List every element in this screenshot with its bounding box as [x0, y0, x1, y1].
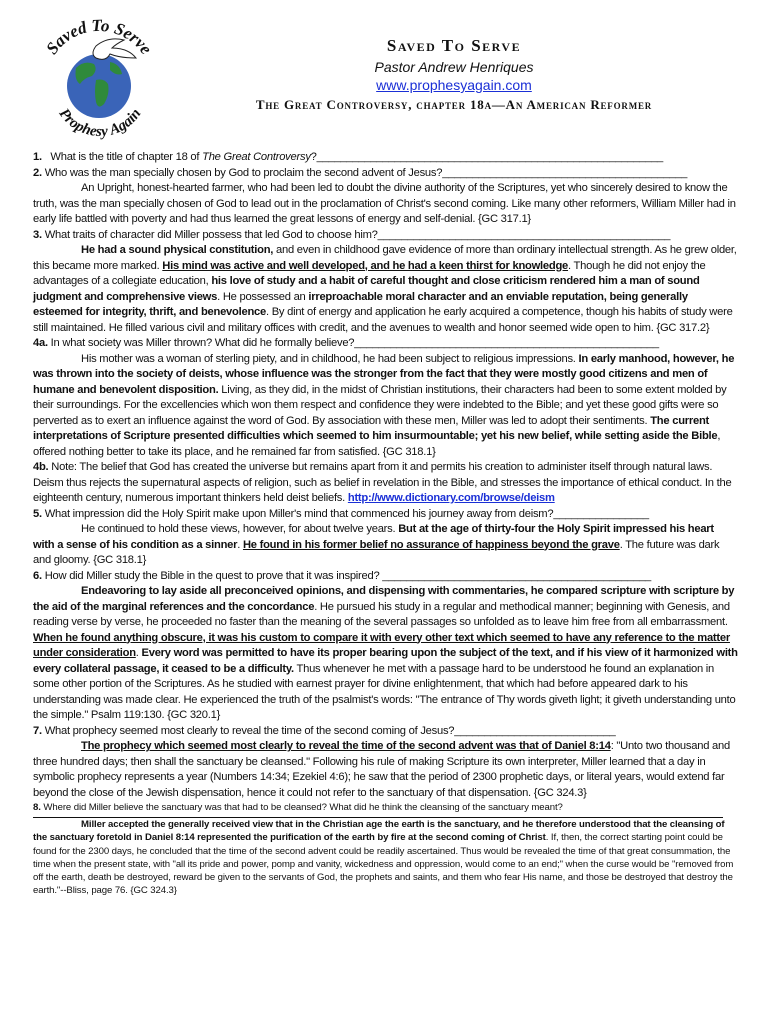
- question-number: 6.: [33, 569, 42, 582]
- question-text: Where did Miller believe the sanctuary was that had to be cleansed? What did he think the cleansing of the sanctuary meant?: [43, 802, 563, 813]
- answer-6: [33, 584, 738, 724]
- answer-text: Living, as they did, in the midst of Christian institutions, their characters had been to some extent molded by their surroundings. For the excellencies which won them respect and confidence they were indebted to the Bible; and yet these good gifts were so perverted as to exert an influence against the word of God. By association with these men, Miller was led to adopt their sentiments.: [33, 383, 727, 427]
- question-tail: ?: [310, 151, 317, 163]
- answer-2: An Upright, honest-hearted farmer, who had been led to doubt the divine authority of the Scriptures, yet who sincerely desired to know the truth, was the man specially chosen of God to lead out in the proclamation of Christ's second coming. Like many other reformers, William Miller had in early life battled with poverty and had thus learned the great lessons of energy and self-denial. {GC 317.1}: [33, 182, 736, 225]
- question-text: What impression did the Holy Spirit make upon Miller's mind that commenced his journey away from deism?: [44, 507, 554, 520]
- answer-4a: [33, 352, 738, 461]
- website-link[interactable]: www.prophesyagain.com: [376, 77, 532, 93]
- answer-emphasis: The current interpretations of Scripture presented difficulties which seemed to him insurmountable; yet his new belief, while setting aside the Bible: [33, 414, 718, 442]
- logo-text-top: Saved To Serve: [42, 18, 156, 58]
- answer-emphasis: In early manhood, however, he was thrown into the society of deists, whose influence was the stronger from the fact that they were mostly good citizens and men of humane and benevolent disposition.: [33, 352, 735, 396]
- question-number: 3.: [33, 228, 42, 241]
- question-2: 2. Who was the man specially chosen by God to proclaim the second advent of Jesus?_________________________________________: [33, 166, 688, 179]
- document-header: [170, 36, 738, 114]
- answer-text: , offered nothing better to take its place, and he remained far from satisfied. {GC 318.1}: [33, 430, 721, 458]
- question-8: [33, 801, 738, 814]
- question-1: 1. What is the title of chapter 18 of The Great Controversy?__________________________________________________________: [33, 151, 664, 163]
- question-6: 6. How did Miller study the Bible in the quest to prove that it was inspired? _____________________________________________: [33, 569, 652, 582]
- study-guide-content: [33, 150, 738, 897]
- answer-emphasis: His mind was active and well developed, and he had a keen thirst for knowledge: [162, 259, 569, 272]
- answer-text: . The future was dark and gloomy. {GC 318.1}: [33, 538, 720, 566]
- question-text: What is the title of chapter 18 of: [50, 151, 203, 163]
- question-4a: 4a. In what society was Miller thrown? What did he formally believe?___________________________________________________: [33, 337, 659, 349]
- answer-5: [33, 522, 738, 569]
- answer-emphasis: But at the age of thirty-four the Holy Spirit impressed his heart with a sense of his condition as a sinner: [33, 523, 714, 551]
- answer-emphasis: Every word was permitted to have its proper bearing upon the subject of the text, and if his view of it harmonized with every collateral passage, it ceased to be a difficulty.: [33, 647, 738, 675]
- question-text: In what society was Miller thrown? What did he formally believe?: [50, 337, 355, 349]
- question-number: 7.: [33, 724, 42, 737]
- answer-text: .: [237, 538, 243, 551]
- answer-text: .: [135, 647, 142, 659]
- answer-text: and even in childhood gave evidence of more than ordinary intellectual strength. As he grew older, this became more marked.: [33, 244, 737, 272]
- answer-emphasis: When he found anything obscure, it was his custom to compare it with every other text which seemed to have any reference to the matter under consideration: [33, 631, 730, 659]
- answer-text: He continued to hold these views, however, for about twelve years.: [81, 523, 399, 535]
- question-3: 3. What traits of character did Miller possess that led God to choose him?_________________________________________________: [33, 228, 671, 241]
- question-number: 2.: [33, 166, 42, 179]
- answer-text: Thus whenever he met with a passage hard to be understood he found an explanation in some other portion of the Scriptures. As he studied with earnest prayer for divine enlightenment, that which had before appeared dark to his understanding was made clear. He experienced the truth of the psalmist's words: "The entrance of Thy words giveth light; it giveth understanding unto the simple." Psalm 119:130. {GC 320.1}: [33, 662, 736, 721]
- question-text: Who was the man specially chosen by God to proclaim the second advent of Jesus?: [44, 166, 443, 179]
- note-label: Note:: [51, 461, 77, 473]
- question-7: 7. What prophecy seemed most clearly to reveal the time of the second coming of Jesus?___________________________: [33, 724, 616, 737]
- answer-text: . He pursued his study in a regular and methodical manner; beginning with Genesis, and reading verse by verse, he proceeded no faster than the meaning of the several passages so unfolded as to leave him free from all embarrassment.: [33, 600, 730, 628]
- question-number: 4a.: [33, 337, 48, 349]
- answer-8: [33, 818, 738, 897]
- question-5: 5. What impression did the Holy Spirit make upon Miller's mind that commenced his journey away from deism?________________: [33, 507, 649, 520]
- question-text: What prophecy seemed most clearly to reveal the time of the second coming of Jesus?: [44, 724, 455, 737]
- answer-text: . By dint of energy and application he early acquired a competence, though his habits of study were still maintained. He filled various civil and military offices with credit, and the avenues to wealth and honor seemed wide open to him. {GC 317.2}: [33, 306, 733, 334]
- answer-text: His mother was a woman of sterling piety, and in childhood, he had been subject to religious impressions.: [81, 352, 579, 365]
- question-number: 4b.: [33, 461, 49, 473]
- globe-icon: [67, 54, 131, 118]
- question-number: 5.: [33, 507, 42, 520]
- answer-3: [33, 243, 738, 336]
- saved-to-serve-logo: [24, 18, 174, 146]
- question-text: What traits of character did Miller possess that led God to choose him?: [44, 228, 378, 241]
- answer-emphasis: The prophecy which seemed most clearly to reveal the time of the second advent was that of Daniel 8:14: [81, 740, 611, 752]
- question-number: 8.: [33, 802, 41, 813]
- document-title: Saved To Serve: [386, 36, 522, 55]
- answer-text: : "Unto two thousand and three hundred days; then shall the sanctuary be cleansed." Following his rule of making Scripture its own interpreter, Miller learned that a day in symbolic prophecy represents a year (Numbers 14:34; Ezekiel 4:6); he saw that the period of 2300 prophetic days, or literal years, would extend far beyond the close of the Jewish dispensation, hence it could not refer to the sanctuary of that dispensation. {GC 324.3}: [33, 740, 730, 799]
- answer-emphasis: his love of study and a habit of careful thought and close criticism rendered him a man of sound judgment and comprehensive views: [33, 275, 700, 303]
- answer-text: . He possessed an: [217, 290, 309, 303]
- answer-7: [33, 739, 738, 801]
- answer-emphasis: He had a sound physical constitution,: [81, 244, 274, 256]
- answer-text: . If, then, the correct starting point could be found for the 2300 days, he concluded that the time of the second advent could be readily ascertained. Thus would be revealed the time of that great consummation, the time when the present state, with "all its pride and power, pomp and vanity, wickedness and oppression, would come to an end;" when the curse would be "removed from off the earth, death be destroyed, reward be given to the servants of God, the prophets and saints, and them who fear His name, and those be destroyed that destroy the earth."--Bliss, page 76. {GC 324.3}: [33, 832, 734, 897]
- dictionary-link[interactable]: http://www.dictionary.com/browse/deism: [347, 492, 555, 504]
- chapter-title: The Great Controversy, chapter 18a—An American Reformer: [255, 97, 653, 112]
- answer-emphasis: irreproachable moral character and an enviable reputation, being generally esteemed for integrity, thrift, and benevolence: [33, 290, 688, 318]
- answer-emphasis: Endeavoring to lay aside all preconceived opinions, and dispensing with commentaries, he compared scripture with scripture by the aid of the marginal references and the concordance: [33, 585, 735, 613]
- note-text: The belief that God has created the universe but remains apart from it and permits his creation to administer itself through natural laws. Deism thus rejects the supernatural aspects of religion, such as belief in revelation in the Bible, and stresses the importance of ethical conduct. In the eighteenth century, numerous important thinkers held deist beliefs.: [33, 461, 732, 504]
- question-number: 1.: [33, 151, 42, 163]
- question-text: How did Miller study the Bible in the quest to prove that it was inspired?: [44, 569, 380, 582]
- answer-emphasis: Miller accepted the generally received view that in the Christian age the earth is the sanctuary, and he therefore understood that the cleansing of the sanctuary foretold in Daniel 8:14 represented the purification of the earth by fire at the second coming of Christ: [33, 819, 725, 844]
- answer-text: . Though he did not enjoy the advantages of a collegiate education,: [33, 259, 706, 287]
- answer-emphasis: He found in his former belief no assurance of happiness beyond the grave: [242, 538, 620, 551]
- question-4b: [33, 460, 738, 507]
- logo-text-bottom: Prophesy Again: [55, 105, 145, 141]
- book-title: The Great Controversy: [202, 151, 311, 163]
- author-name: Pastor Andrew Henriques: [374, 59, 534, 75]
